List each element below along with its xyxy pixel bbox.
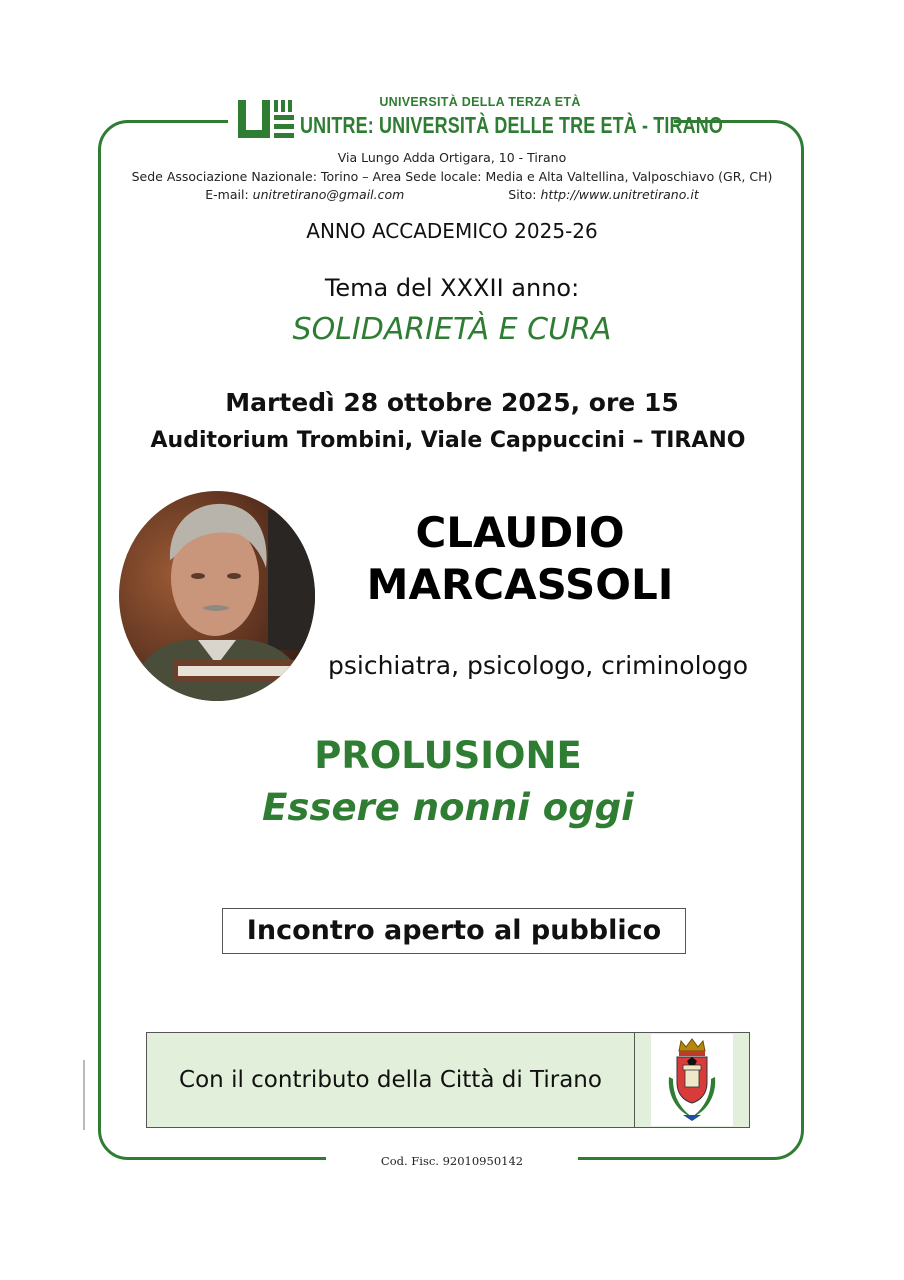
- unitre-logo-icon: [236, 98, 296, 140]
- theme-title: SOLIDARIETÀ E CURA: [292, 312, 612, 347]
- speaker-profession: psichiatra, psicologo, criminologo: [328, 651, 748, 680]
- contribution-box: [146, 1032, 750, 1128]
- email-link[interactable]: unitretirano@gmail.com: [252, 187, 405, 202]
- sede-info: Sede Associazione Nazionale: Torino – Area Sede locale: Media e Alta Valtellina, Valposchiavo (GR, CH): [131, 169, 773, 184]
- university-title: UNITRE: UNIVERSITÀ DELLE TRE ETÀ - TIRANO: [300, 112, 724, 138]
- public-notice: Incontro aperto al pubblico: [222, 908, 686, 954]
- crest-cell: [635, 1033, 749, 1127]
- speaker-last-name: MARCASSOLI: [366, 560, 674, 609]
- talk-title: Essere nonni oggi: [262, 786, 634, 829]
- website-link[interactable]: http://www.unitretirano.it: [540, 187, 699, 202]
- event-venue: Auditorium Trombini, Viale Cappuccini – TIRANO: [150, 428, 746, 453]
- speaker-first-name: CLAUDIO: [415, 508, 625, 557]
- fiscal-code: Cod. Fisc. 92010950142: [380, 1154, 524, 1168]
- speaker-photo: [118, 490, 316, 702]
- event-date: Martedì 28 ottobre 2025, ore 15: [225, 388, 679, 417]
- site-label: Sito:: [508, 187, 537, 202]
- address: Via Lungo Adda Ortigara, 10 - Tirano: [337, 150, 567, 165]
- university-subtitle: UNIVERSITÀ DELLA TERZA ETÀ: [379, 95, 581, 109]
- tirano-crest-icon: [659, 1037, 725, 1123]
- email-label: E-mail:: [205, 187, 249, 202]
- contribution-text: Con il contributo della Città di Tirano: [147, 1033, 635, 1127]
- theme-label: Tema del XXXII anno:: [324, 274, 580, 302]
- academic-year: ANNO ACCADEMICO 2025-26: [306, 219, 598, 243]
- contact-line: [100, 187, 804, 202]
- talk-type: PROLUSIONE: [314, 734, 582, 777]
- side-print-mark: [80, 1060, 88, 1130]
